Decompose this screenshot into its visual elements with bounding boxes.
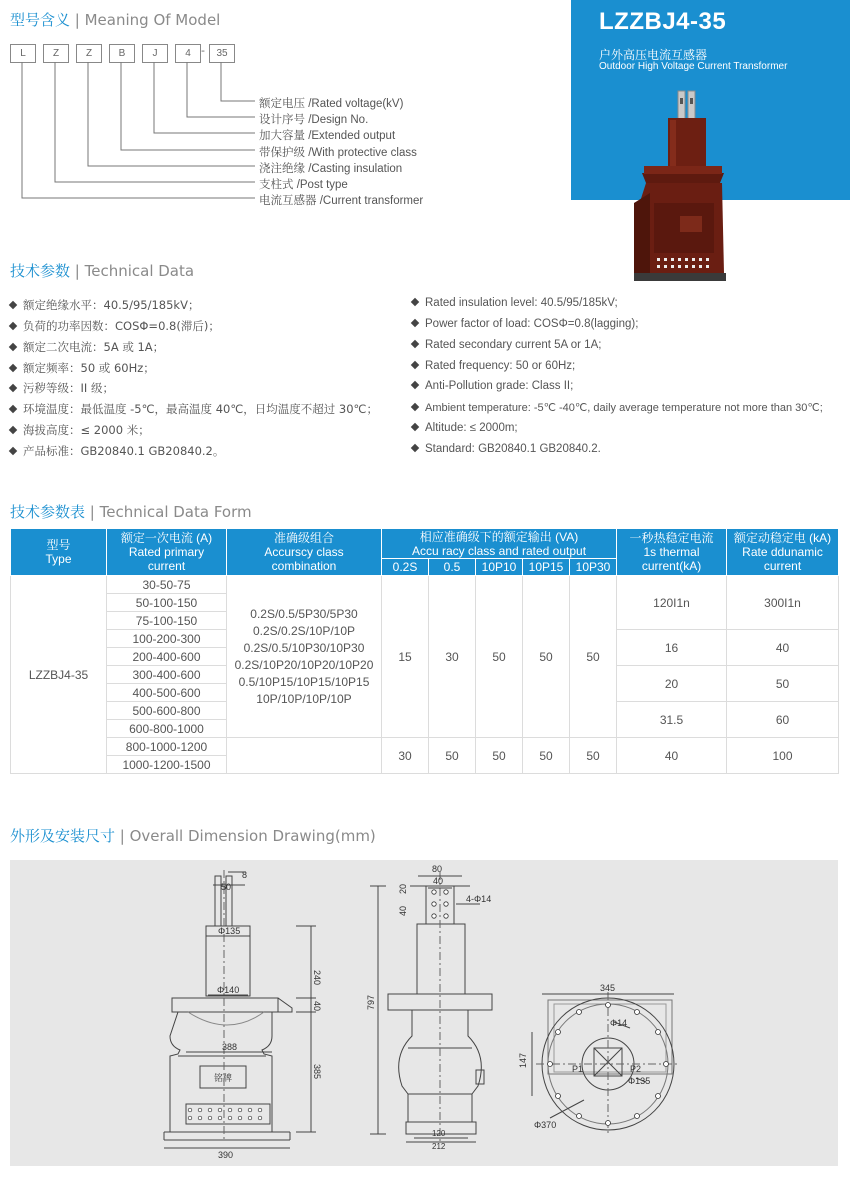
header-rated-output: 相应准确级下的额定输出 (VA) Accu racy class and rated output — [382, 529, 617, 559]
model-code-box: Z — [43, 44, 69, 63]
dim-label: 40 — [398, 905, 408, 916]
tech-item-cn: 污秽等级：II 级； — [10, 380, 114, 396]
output-cell: 30 — [429, 576, 476, 738]
header-dynamic-current: 额定动稳定电 (kA) Rate ddunamic current — [727, 529, 839, 576]
thermal-cell: 120I1n — [617, 576, 727, 630]
model-label-design-no: 设计序号 /Design No. — [259, 114, 369, 126]
output-cell: 50 — [570, 738, 617, 774]
model-label-protective-class: 带保护级 /With protective class — [259, 147, 417, 159]
current-cell: 500-600-800 — [107, 702, 227, 720]
technical-data-title-cn: 技术参数 — [10, 262, 71, 280]
dim-label: Φ140 — [217, 985, 240, 995]
dynamic-cell: 50 — [727, 666, 839, 702]
dim-label: 40 — [312, 1001, 322, 1012]
current-cell: 30-50-75 — [107, 576, 227, 594]
data-form-title-en: Technical Data Form — [99, 503, 252, 521]
dimension-title-en: Overall Dimension Drawing(mm) — [129, 827, 376, 845]
output-cell: 50 — [429, 738, 476, 774]
accuracy-cell: 0.2S/0.5/5P30/5P30 0.2S/0.2S/10P/10P 0.2S/0.5/10P30/10P30 0.2S/10P20/10P20/10P20 0.5/10P15/10P15/10P15 10P/10P/10P/10P — [227, 576, 382, 738]
current-cell: 400-500-600 — [107, 684, 227, 702]
model-meaning-title: 型号含义 | Meaning Of Model — [10, 11, 221, 29]
model-meaning-title-cn: 型号含义 — [10, 11, 71, 29]
dim-label: P1 — [572, 1064, 584, 1074]
tech-item-en: Power factor of load: COSΦ=0.8(lagging); — [412, 318, 638, 330]
current-cell: 200-400-600 — [107, 648, 227, 666]
nameplate-label: 铭牌 — [214, 1073, 233, 1083]
technical-data-table — [10, 528, 839, 774]
diamond-bullet-icon — [9, 384, 17, 392]
diamond-bullet-icon — [9, 322, 17, 330]
diamond-bullet-icon — [411, 340, 419, 348]
tech-item-en: Rated secondary current 5A or 1A; — [412, 339, 601, 351]
output-cell: 15 — [382, 576, 429, 738]
tech-item-en: Standard: GB20840.1 GB20840.2. — [412, 443, 601, 455]
dim-label: Φ135 — [218, 926, 241, 936]
dim-label: 120 — [432, 1129, 446, 1138]
header-output-10p10: 10P10 — [476, 559, 523, 576]
dim-label: 40 — [433, 876, 444, 886]
diamond-bullet-icon — [411, 423, 419, 431]
header-output-10p30: 10P30 — [570, 559, 617, 576]
table-row — [11, 576, 839, 594]
current-cell: 100-200-300 — [107, 630, 227, 648]
dim-label: 8 — [242, 870, 248, 880]
dim-label: 50 — [221, 882, 232, 892]
tech-item-en: Ambient temperature: -5℃ -40℃, daily average temperature not more than 30℃; — [412, 401, 823, 414]
model-code-dash: - — [201, 44, 205, 57]
tech-item-cn: 产品标准：GB20840.1 GB20840.2。 — [10, 443, 224, 459]
model-connector-lines — [0, 0, 260, 210]
tech-item-cn: 负荷的功率因数：COSΦ=0.8(滞后)； — [10, 318, 220, 334]
diamond-bullet-icon — [411, 298, 419, 306]
diamond-bullet-icon — [411, 361, 419, 369]
header-accuracy-class: 准确级组合 Accurscy class combination — [227, 529, 382, 576]
dim-label: 240 — [312, 970, 322, 986]
dimension-drawing-panel — [10, 860, 838, 1166]
model-label-casting-insulation: 浇注绝缘 /Casting insulation — [259, 163, 403, 175]
header-output-0.5: 0.5 — [429, 559, 476, 576]
output-cell: 50 — [570, 576, 617, 738]
dim-label: Φ14 — [610, 1018, 628, 1028]
dim-label: 345 — [600, 983, 616, 993]
current-cell: 75-100-150 — [107, 612, 227, 630]
diamond-bullet-icon — [9, 447, 17, 455]
model-label-current-transformer: 电流互感器 /Current transformer — [259, 195, 424, 207]
tech-item-en: Anti-Pollution grade: Class II; — [412, 380, 573, 392]
model-code-box: 4 — [175, 44, 201, 63]
dim-label: 4-Φ14 — [466, 894, 492, 904]
model-code-box: J — [142, 44, 168, 63]
current-cell: 800-1000-1200 — [107, 738, 227, 756]
tech-item-en: Rated frequency: 50 or 60Hz; — [412, 360, 575, 372]
dynamic-cell: 300I1n — [727, 576, 839, 630]
current-cell: 300-400-600 — [107, 666, 227, 684]
dim-label: 212 — [432, 1142, 446, 1151]
output-cell: 50 — [523, 738, 570, 774]
output-cell: 50 — [476, 738, 523, 774]
header-output-0.2s: 0.2S — [382, 559, 429, 576]
product-title: LZZBJ4-35 — [599, 8, 727, 35]
model-code-box: L — [10, 44, 36, 63]
dimension-title: 外形及安装尺寸 | Overall Dimension Drawing(mm) — [10, 827, 376, 845]
dim-label: Φ135 — [628, 1076, 651, 1086]
dynamic-cell: 100 — [727, 738, 839, 774]
thermal-cell: 16 — [617, 630, 727, 666]
dim-label: 147 — [518, 1052, 528, 1068]
current-cell: 1000-1200-1500 — [107, 756, 227, 774]
header-output-10p15: 10P15 — [523, 559, 570, 576]
thermal-cell: 20 — [617, 666, 727, 702]
diamond-bullet-icon — [9, 364, 17, 372]
accuracy-cell — [227, 738, 382, 774]
dim-label: 20 — [398, 883, 408, 894]
diamond-bullet-icon — [9, 405, 17, 413]
dim-label: 797 — [366, 994, 376, 1010]
dim-label: P2 — [630, 1064, 642, 1074]
model-code-box: B — [109, 44, 135, 63]
product-subtitle-cn: 户外高压电流互感器 — [599, 48, 708, 62]
model-code-box: Z — [76, 44, 102, 63]
dim-label: 80 — [432, 864, 443, 874]
model-meaning-title-en: Meaning Of Model — [84, 11, 221, 29]
header-type: 型号 Type — [11, 529, 107, 576]
diamond-bullet-icon — [9, 426, 17, 434]
table-row — [11, 738, 839, 756]
current-cell: 50-100-150 — [107, 594, 227, 612]
technical-data-title: 技术参数 | Technical Data — [10, 262, 195, 280]
header-thermal-current: 一秒热稳定电流 1s thermal current(kA) — [617, 529, 727, 576]
tech-item-en: Rated insulation level: 40.5/95/185kV; — [412, 297, 618, 309]
type-cell: LZZBJ4-35 — [11, 576, 107, 774]
dynamic-cell: 40 — [727, 630, 839, 666]
product-subtitle-en: Outdoor High Voltage Current Transformer — [599, 61, 788, 72]
data-form-title: 技术参数表 | Technical Data Form — [10, 503, 252, 521]
model-label-extended-output: 加大容量 /Extended output — [259, 130, 396, 142]
dimension-drawing — [10, 860, 838, 1166]
dim-label: 385 — [312, 1064, 322, 1080]
model-label-post-type: 支柱式 /Post type — [259, 179, 348, 191]
tech-item-cn: 额定二次电流：5A 或 1A； — [10, 339, 164, 355]
model-code-box: 35 — [209, 44, 235, 63]
data-form-title-cn: 技术参数表 — [10, 503, 86, 521]
output-cell: 50 — [523, 576, 570, 738]
technical-data-title-en: Technical Data — [84, 262, 195, 280]
dim-label: 390 — [218, 1150, 234, 1160]
diamond-bullet-icon — [9, 301, 17, 309]
tech-item-en: Altitude: ≤ 2000m; — [412, 422, 518, 434]
dynamic-cell: 60 — [727, 702, 839, 738]
tech-item-cn: 海拔高度：≤ 2000 米； — [10, 422, 150, 438]
tech-item-cn: 环境温度：最低温度 -5℃，最高温度 40℃，日均温度不超过 30℃； — [10, 401, 378, 417]
diamond-bullet-icon — [411, 444, 419, 452]
dim-label: Φ370 — [534, 1120, 557, 1130]
model-label-rated-voltage: 额定电压 /Rated voltage(kV) — [259, 98, 404, 110]
thermal-cell: 40 — [617, 738, 727, 774]
thermal-cell: 31.5 — [617, 702, 727, 738]
dim-label: 388 — [222, 1042, 238, 1052]
tech-item-cn: 额定绝缘水平：40.5/95/185kV； — [10, 297, 199, 313]
diamond-bullet-icon — [9, 343, 17, 351]
output-cell: 30 — [382, 738, 429, 774]
header-primary-current: 额定一次电流 (A) Rated primary current — [107, 529, 227, 576]
dimension-title-cn: 外形及安装尺寸 — [10, 827, 116, 845]
diamond-bullet-icon — [411, 319, 419, 327]
product-image — [620, 88, 740, 288]
current-cell: 600-800-1000 — [107, 720, 227, 738]
diamond-bullet-icon — [411, 403, 419, 411]
diamond-bullet-icon — [411, 381, 419, 389]
tech-item-cn: 额定频率：50 或 60Hz； — [10, 360, 155, 376]
output-cell: 50 — [476, 576, 523, 738]
